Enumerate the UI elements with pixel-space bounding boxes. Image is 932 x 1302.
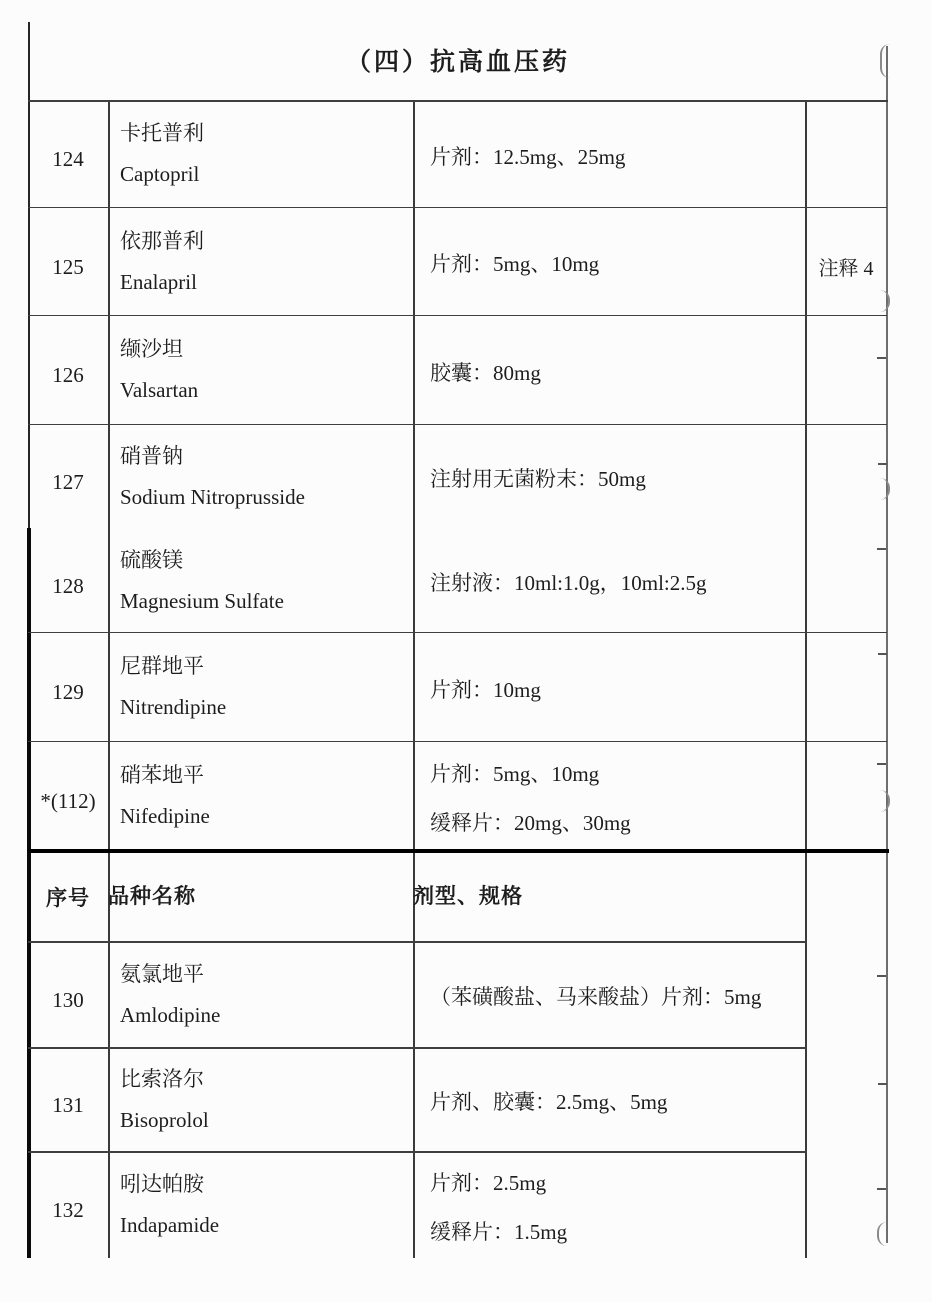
scan-curl bbox=[876, 478, 890, 500]
scan-curl bbox=[877, 1222, 891, 1246]
row-number: 124 bbox=[52, 147, 84, 171]
spec-cell bbox=[413, 315, 805, 424]
spec-cell bbox=[413, 100, 805, 207]
spec-line: 注射液：10ml:1.0g，10ml:2.5g bbox=[430, 571, 707, 595]
scan-curl bbox=[880, 44, 894, 78]
row-number: 132 bbox=[52, 1198, 84, 1222]
table-row bbox=[28, 1047, 887, 1151]
note-cell: 注释 4 bbox=[818, 257, 874, 280]
spec-line: 片剂：12.5mg、25mg bbox=[430, 144, 626, 169]
drug-name-zh: 比索洛尔 bbox=[120, 1066, 204, 1091]
drug-name-en: Captopril bbox=[120, 162, 200, 186]
table-row bbox=[28, 207, 887, 316]
table-row bbox=[28, 315, 887, 425]
scan-artifact-dash bbox=[878, 1083, 887, 1085]
spec-line: 片剂：5mg、10mg bbox=[430, 761, 600, 786]
spec-line: 片剂：2.5mg bbox=[430, 1171, 547, 1195]
table-row bbox=[28, 424, 887, 528]
spec-line: 片剂：10mg bbox=[430, 677, 541, 702]
scan-artifact-dash bbox=[877, 548, 886, 550]
drug-name-cell bbox=[108, 741, 413, 849]
spec-line: 缓释片：20mg、30mg bbox=[430, 810, 631, 835]
scan-artifact-dash bbox=[877, 975, 886, 977]
drug-name-en: Nitrendipine bbox=[120, 695, 227, 719]
header-note bbox=[805, 853, 887, 941]
drug-name-en: Indapamide bbox=[120, 1213, 220, 1237]
table-row bbox=[28, 741, 887, 849]
spec-line: 胶囊：80mg bbox=[430, 360, 541, 385]
scan-artifact-dash bbox=[877, 1188, 886, 1190]
row-number: 127 bbox=[52, 469, 84, 494]
drug-name-en: Amlodipine bbox=[120, 1002, 221, 1027]
drug-name-zh: 依那普利 bbox=[120, 228, 204, 253]
spec-cell bbox=[413, 1151, 805, 1258]
note-cell bbox=[805, 632, 887, 741]
note-cell bbox=[805, 741, 887, 849]
drug-name-en: Enalapril bbox=[120, 269, 197, 294]
table-row bbox=[28, 1151, 887, 1258]
spec-cell bbox=[413, 207, 805, 315]
spec-cell bbox=[413, 741, 805, 849]
note-cell bbox=[805, 424, 887, 528]
drug-name-cell bbox=[108, 315, 413, 424]
row-number: 126 bbox=[52, 363, 84, 387]
drug-name-en: Valsartan bbox=[120, 378, 199, 402]
spec-cell bbox=[413, 424, 805, 528]
table-row bbox=[28, 941, 887, 1047]
drug-name-cell bbox=[108, 528, 413, 632]
drug-name-cell bbox=[108, 1047, 413, 1151]
drug-name-zh: 缬沙坦 bbox=[120, 337, 183, 361]
drug-name-en: Bisoprolol bbox=[120, 1107, 209, 1132]
row-number: 125 bbox=[52, 254, 84, 279]
scan-curl bbox=[876, 790, 890, 812]
table-row bbox=[28, 100, 887, 208]
drug-name-cell bbox=[108, 100, 413, 207]
drug-name-en: Magnesium Sulfate bbox=[120, 588, 284, 613]
spec-line: 片剂：5mg、10mg bbox=[430, 252, 600, 276]
drug-name-zh: 尼群地平 bbox=[120, 654, 204, 678]
drug-name-zh: 硫酸镁 bbox=[120, 547, 183, 572]
section-title: （四）抗高血压药 bbox=[345, 49, 570, 76]
table-row bbox=[28, 632, 887, 742]
drug-name-cell bbox=[108, 632, 413, 741]
scan-artifact-dash bbox=[878, 653, 887, 655]
spec-cell bbox=[413, 528, 805, 632]
row-number: 128 bbox=[52, 573, 84, 598]
row-number: *(112) bbox=[40, 788, 96, 813]
spec-cell bbox=[413, 632, 805, 741]
spec-line: 缓释片：1.5mg bbox=[430, 1220, 568, 1244]
drug-name-zh: 卡托普利 bbox=[120, 121, 204, 145]
drug-name-en: Sodium Nitroprusside bbox=[120, 484, 305, 509]
row-number: 130 bbox=[52, 987, 84, 1012]
drug-name-zh: 氨氯地平 bbox=[120, 961, 204, 986]
spec-cell bbox=[413, 1047, 805, 1151]
header-spec: 剂型、规格 bbox=[413, 885, 523, 908]
spec-line: 片剂、胶囊：2.5mg、5mg bbox=[430, 1090, 668, 1114]
scan-artifact-dash bbox=[878, 463, 887, 465]
drug-name-cell bbox=[108, 207, 413, 315]
drug-name-zh: 硝苯地平 bbox=[120, 762, 204, 787]
note-cell bbox=[805, 941, 887, 1047]
table-row bbox=[28, 528, 887, 633]
spec-line: 注射用无菌粉末：50mg bbox=[430, 467, 646, 491]
spec-line: （苯磺酸盐、马来酸盐）片剂：5mg bbox=[430, 985, 762, 1009]
scan-artifact-dash bbox=[877, 763, 886, 765]
header-name: 品种名称 bbox=[108, 885, 196, 908]
note-cell bbox=[805, 1151, 887, 1258]
table-header-row bbox=[28, 853, 887, 941]
note-cell bbox=[805, 100, 887, 207]
note-cell bbox=[805, 528, 887, 632]
drug-name-en: Nifedipine bbox=[120, 803, 210, 828]
note-cell bbox=[805, 315, 887, 424]
drug-name-cell bbox=[108, 1151, 413, 1258]
scan-curl bbox=[876, 290, 890, 312]
row-number: 129 bbox=[52, 680, 84, 704]
drug-name-cell bbox=[108, 424, 413, 528]
drug-name-zh: 吲达帕胺 bbox=[120, 1172, 204, 1196]
drug-name-zh: 硝普钠 bbox=[120, 443, 183, 468]
header-num: 序号 bbox=[46, 887, 90, 910]
scan-artifact-dash bbox=[877, 357, 886, 359]
note-cell bbox=[805, 1047, 887, 1151]
row-number: 131 bbox=[52, 1092, 84, 1117]
drug-name-cell bbox=[108, 941, 413, 1047]
spec-cell bbox=[413, 941, 805, 1047]
